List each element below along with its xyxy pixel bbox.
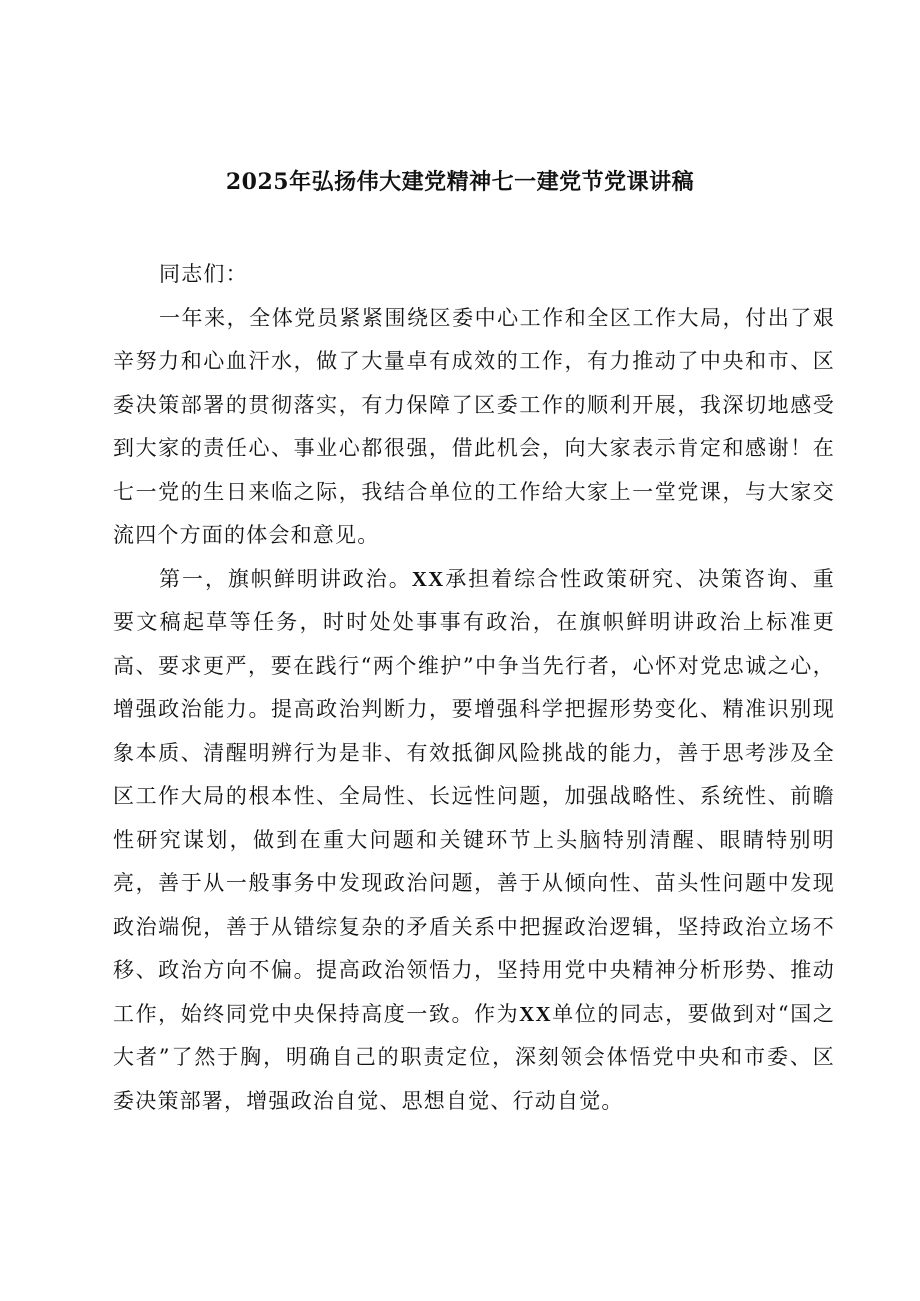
placeholder-xx: XX xyxy=(519,1001,552,1026)
paragraph-politics xyxy=(113,558,835,1124)
document-title: 2025年弘扬伟大建党精神七一建党节党课讲稿 xyxy=(225,169,695,195)
paragraph-text: 承担着综合性政策研究、决策咨询、重要文稿起草等任务，时时处处事事有政治，在旗帜鲜明讲政治上标准更高、要求更严，要在践行“两个维护”中争当先行者，心怀对党忠诚之心，增强政治能力。提高政治判断力，要增强科学把握形势变化、精准识别现象本质、清醒明辨行为是非、有效抵御风险挑战的能力，善于思考涉及全区工作大局的根本性、全局性、长远性问题，加强战略性、系统性、前瞻性研究谋划，做到在重大问题和关键环节上头脑特别清醒、眼睛特别明亮，善于从一般事务中发现政治问题，善于从倾向性、苗头性问题中发现政治端倪，善于从错综复杂的矛盾关系中把握政治逻辑，坚持政治立场不移、政治方向不偏。提高政治领悟力，坚持用党中央精神分析形势、推动工作，始终同党中央保持高度一致。作为 xyxy=(113,566,835,1026)
paragraph-text: 单位的同志，要做到对“国之大者”了然于胸，明确自己的职责定位，深刻领会体悟党中央和市委、区委决策部署，增强政治自觉、思想自觉、行动自觉。 xyxy=(113,1001,835,1113)
paragraph-text: 第一，旗帜鲜明讲政治。 xyxy=(159,566,412,591)
paragraph-text: 一年来，全体党员紧紧围绕区委中心工作和全区工作大局，付出了艰辛努力和心血汗水，做了大量卓有成效的工作，有力推动了中央和市、区委决策部署的贯彻落实，有力保障了区委工作的顺利开展，我深切地感受到大家的责任心、事业心都很强，借此机会，向大家表示肯定和感谢！在七一党的生日来临之际，我结合单位的工作给大家上一堂党课，与大家交流四个方面的体会和意见。 xyxy=(113,305,835,547)
salutation: 同志们： xyxy=(159,262,248,286)
paragraph-intro xyxy=(113,297,835,558)
placeholder-xx: XX xyxy=(411,566,445,591)
document-body xyxy=(113,253,835,1123)
